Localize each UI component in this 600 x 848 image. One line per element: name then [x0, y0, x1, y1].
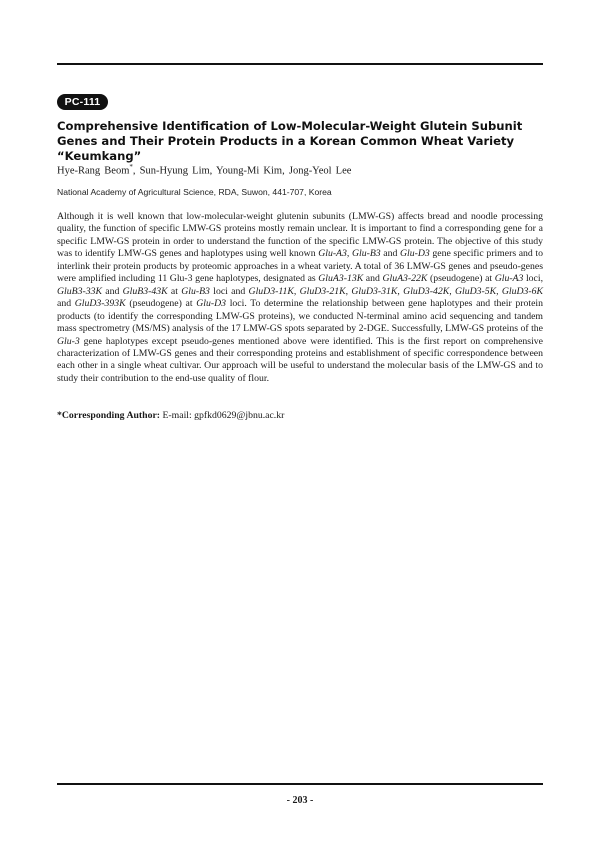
gene-name: GluD3-5K — [454, 285, 497, 297]
abstract-text: and — [57, 298, 75, 310]
gene-name: Glu-D3 — [196, 298, 227, 310]
abstract-text: , — [345, 285, 352, 297]
abstract-text: gene specific primers and to interlink their protein products by proteomic approaches in a wheat variety. A total of 36 LMW-GS genes and pseudo-genes were amplified including 11 Glu-3 gene haplotypes, designated as — [57, 248, 544, 285]
gene-name: GluD3-6K — [501, 285, 544, 297]
abstract-text: and — [380, 248, 400, 260]
gene-name: Glu-B3 — [351, 248, 381, 260]
bottom-rule — [57, 783, 543, 785]
gene-name: GluA3-22K — [382, 273, 428, 285]
author-names-rest: , Sun-Hyung Lim, Young-Mi Kim, Jong-Yeol Lee — [132, 165, 352, 177]
gene-name: GluD3-31K — [351, 285, 398, 297]
gene-name: GluA3-13K — [318, 273, 364, 285]
corresponding-author — [57, 409, 543, 422]
gene-name: GluD3-42K — [403, 285, 450, 297]
page-number: - 203 - — [286, 795, 314, 806]
corresponding-label: *Corresponding Author: — [57, 410, 161, 421]
paper-title: Comprehensive Identification of Low-Molecular-Weight Glutein Subunit Genes and Their Protein Products in a Korean Common Wheat Variety “Keumkang” — [57, 119, 523, 163]
abstract-text: , — [397, 285, 404, 297]
gene-name: GluB3-33K — [57, 285, 102, 297]
abstract-text: (pseudogene) at — [125, 298, 197, 310]
abstract-text: , — [346, 248, 352, 260]
abstract-text: , — [293, 285, 300, 297]
abstract-text: loci. To determine the relationship between gene haplotypes and their protein products (to identify the corresponding LMW-GS proteins), we conducted N-terminal amino acid sequencing and tandem mass spectrometry (MS/MS) analysis of the 17 LMW-GS spots separated by 2-DGE. Successfully, LMW-GS proteins of the — [57, 298, 543, 335]
abstract-text: , — [496, 285, 502, 297]
gene-name: GluD3-11K — [248, 285, 294, 297]
abstract-text: at — [167, 285, 182, 297]
abstract-body — [57, 211, 543, 385]
top-rule — [57, 63, 543, 65]
gene-name: Glu-B3 — [181, 285, 210, 297]
corresponding-email: E-mail: gpfkd0629@jbnu.ac.kr — [160, 410, 285, 421]
author-list — [57, 160, 543, 179]
abstract-text: gene haplotypes except pseudo-genes mentioned above were identified. This is the first report on comprehensive characterization of LMW-GS genes and their corresponding proteins and establishment of specific correspondence between each other in a single wheat cultivar. Our approach will be useful to understand the molecular basis of the LMW-GS and to study their contribution to the end-use quality of flour. — [57, 335, 543, 384]
abstract-text: , — [449, 285, 455, 297]
abstract-text: and — [363, 273, 383, 285]
abstract-text: Although it is well known that low-molecular-weight glutenin subunits (LMW-GS) affects bread and noodle processing quality, the function of specific LMW-GS proteins mostly remain unclear. It is important to find a corresponding gene for a specific LMW-GS protein in order to understand the function of the specific LMW-GS protein. The objective of this study was to identify LMW-GS genes and haplotypes using well known — [57, 211, 543, 260]
abstract-text: and — [101, 285, 123, 297]
abstract-text: loci and — [209, 285, 249, 297]
gene-name: GluB3-43K — [122, 285, 168, 297]
corresponding-mark: * — [129, 163, 133, 171]
poster-id-badge: PC-111 — [57, 94, 108, 110]
affiliation: National Academy of Agricultural Science, RDA, Suwon, 441-707, Korea — [57, 187, 332, 197]
abstract-text: (pseudogene) at — [427, 273, 495, 285]
gene-name: Glu-3 — [57, 335, 80, 347]
author-name: Hye-Rang Beom — [57, 165, 130, 177]
gene-name: GluD3-21K — [299, 285, 346, 297]
abstract-text: loci, — [523, 273, 544, 285]
gene-name: Glu-A3 — [318, 248, 347, 260]
gene-name: Glu-A3 — [494, 273, 524, 285]
gene-name: GluD3-393K — [74, 298, 126, 310]
gene-name: Glu-D3 — [399, 248, 430, 260]
